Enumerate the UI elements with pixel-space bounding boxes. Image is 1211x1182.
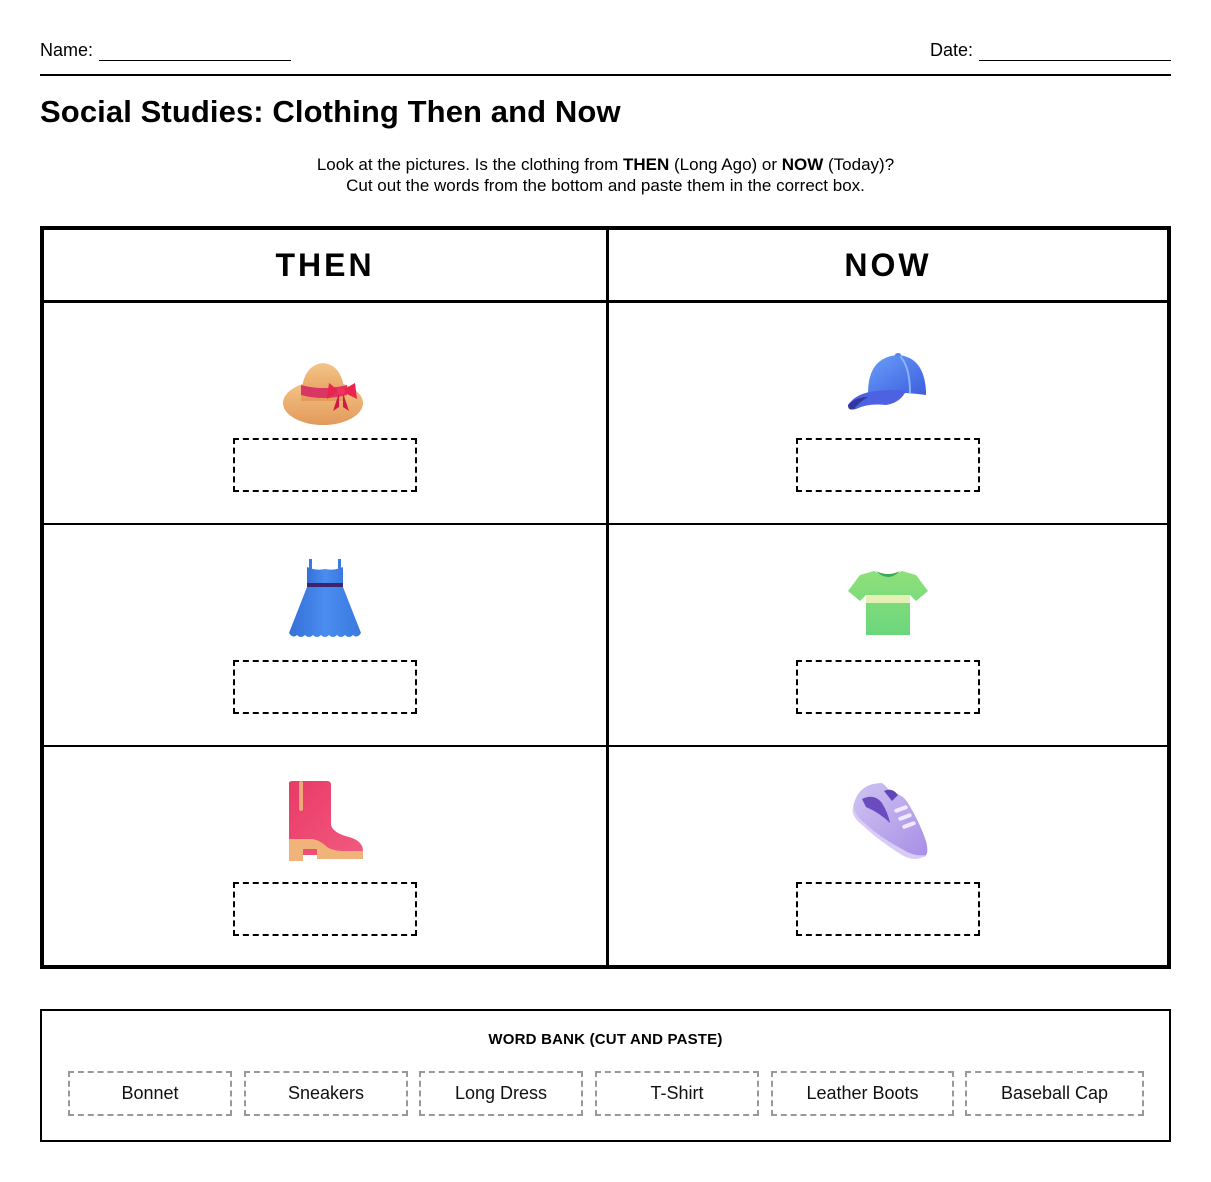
running-shoe-icon [846,779,930,863]
word-bank [40,1009,1171,1142]
answer-box-then-1[interactable] [233,438,417,492]
cell-now-row-3 [609,747,1167,967]
date-label: Date: [929,40,973,60]
instructions [0,154,1211,196]
cell-now-row-1 [609,303,1167,523]
word-card-t-shirt[interactable]: T-Shirt [595,1071,759,1116]
cell-then-row-3 [44,747,606,967]
word-card-bonnet[interactable]: Bonnet [68,1071,232,1116]
womans-hat-icon [283,353,367,437]
word-bank-title: WORD BANK (CUT AND PASTE) [488,1031,723,1048]
name-field[interactable] [40,40,291,61]
t-shirt-icon [846,557,930,641]
cell-then-row-1 [44,303,606,523]
answer-box-now-1[interactable] [796,438,980,492]
date-field[interactable] [930,40,1171,61]
instr-text: (Long Ago) or [669,155,782,174]
then-now-table [40,226,1171,969]
instr-now-bold: NOW [781,155,824,174]
instr-text: Look at the pictures. Is the clothing from [316,155,623,174]
name-blank-line[interactable] [99,42,291,61]
instr-text: (Today)? [823,155,895,174]
word-card-baseball-cap[interactable]: Baseball Cap [965,1071,1144,1116]
date-blank-line[interactable] [979,42,1171,61]
dress-icon [283,557,367,641]
answer-box-now-3[interactable] [796,882,980,936]
worksheet-header [40,38,1171,76]
cell-now-row-2 [609,525,1167,745]
worksheet-title: Social Studies: Clothing Then and Now [40,94,621,129]
womans-boot-icon [283,779,367,863]
instructions-line-1 [0,154,1211,175]
word-card-long-dress[interactable]: Long Dress [419,1071,583,1116]
word-card-sneakers[interactable]: Sneakers [244,1071,408,1116]
baseball-cap-icon [846,347,930,431]
answer-box-now-2[interactable] [796,660,980,714]
column-header-then: THEN [275,246,375,283]
answer-box-then-3[interactable] [233,882,417,936]
column-header-now: NOW [844,246,932,283]
instructions-line-2: Cut out the words from the bottom and paste them in the correct box. [346,176,865,195]
answer-box-then-2[interactable] [233,660,417,714]
word-card-leather-boots[interactable]: Leather Boots [771,1071,954,1116]
instr-then-bold: THEN [623,155,670,174]
name-label: Name: [40,40,94,60]
cell-then-row-2 [44,525,606,745]
